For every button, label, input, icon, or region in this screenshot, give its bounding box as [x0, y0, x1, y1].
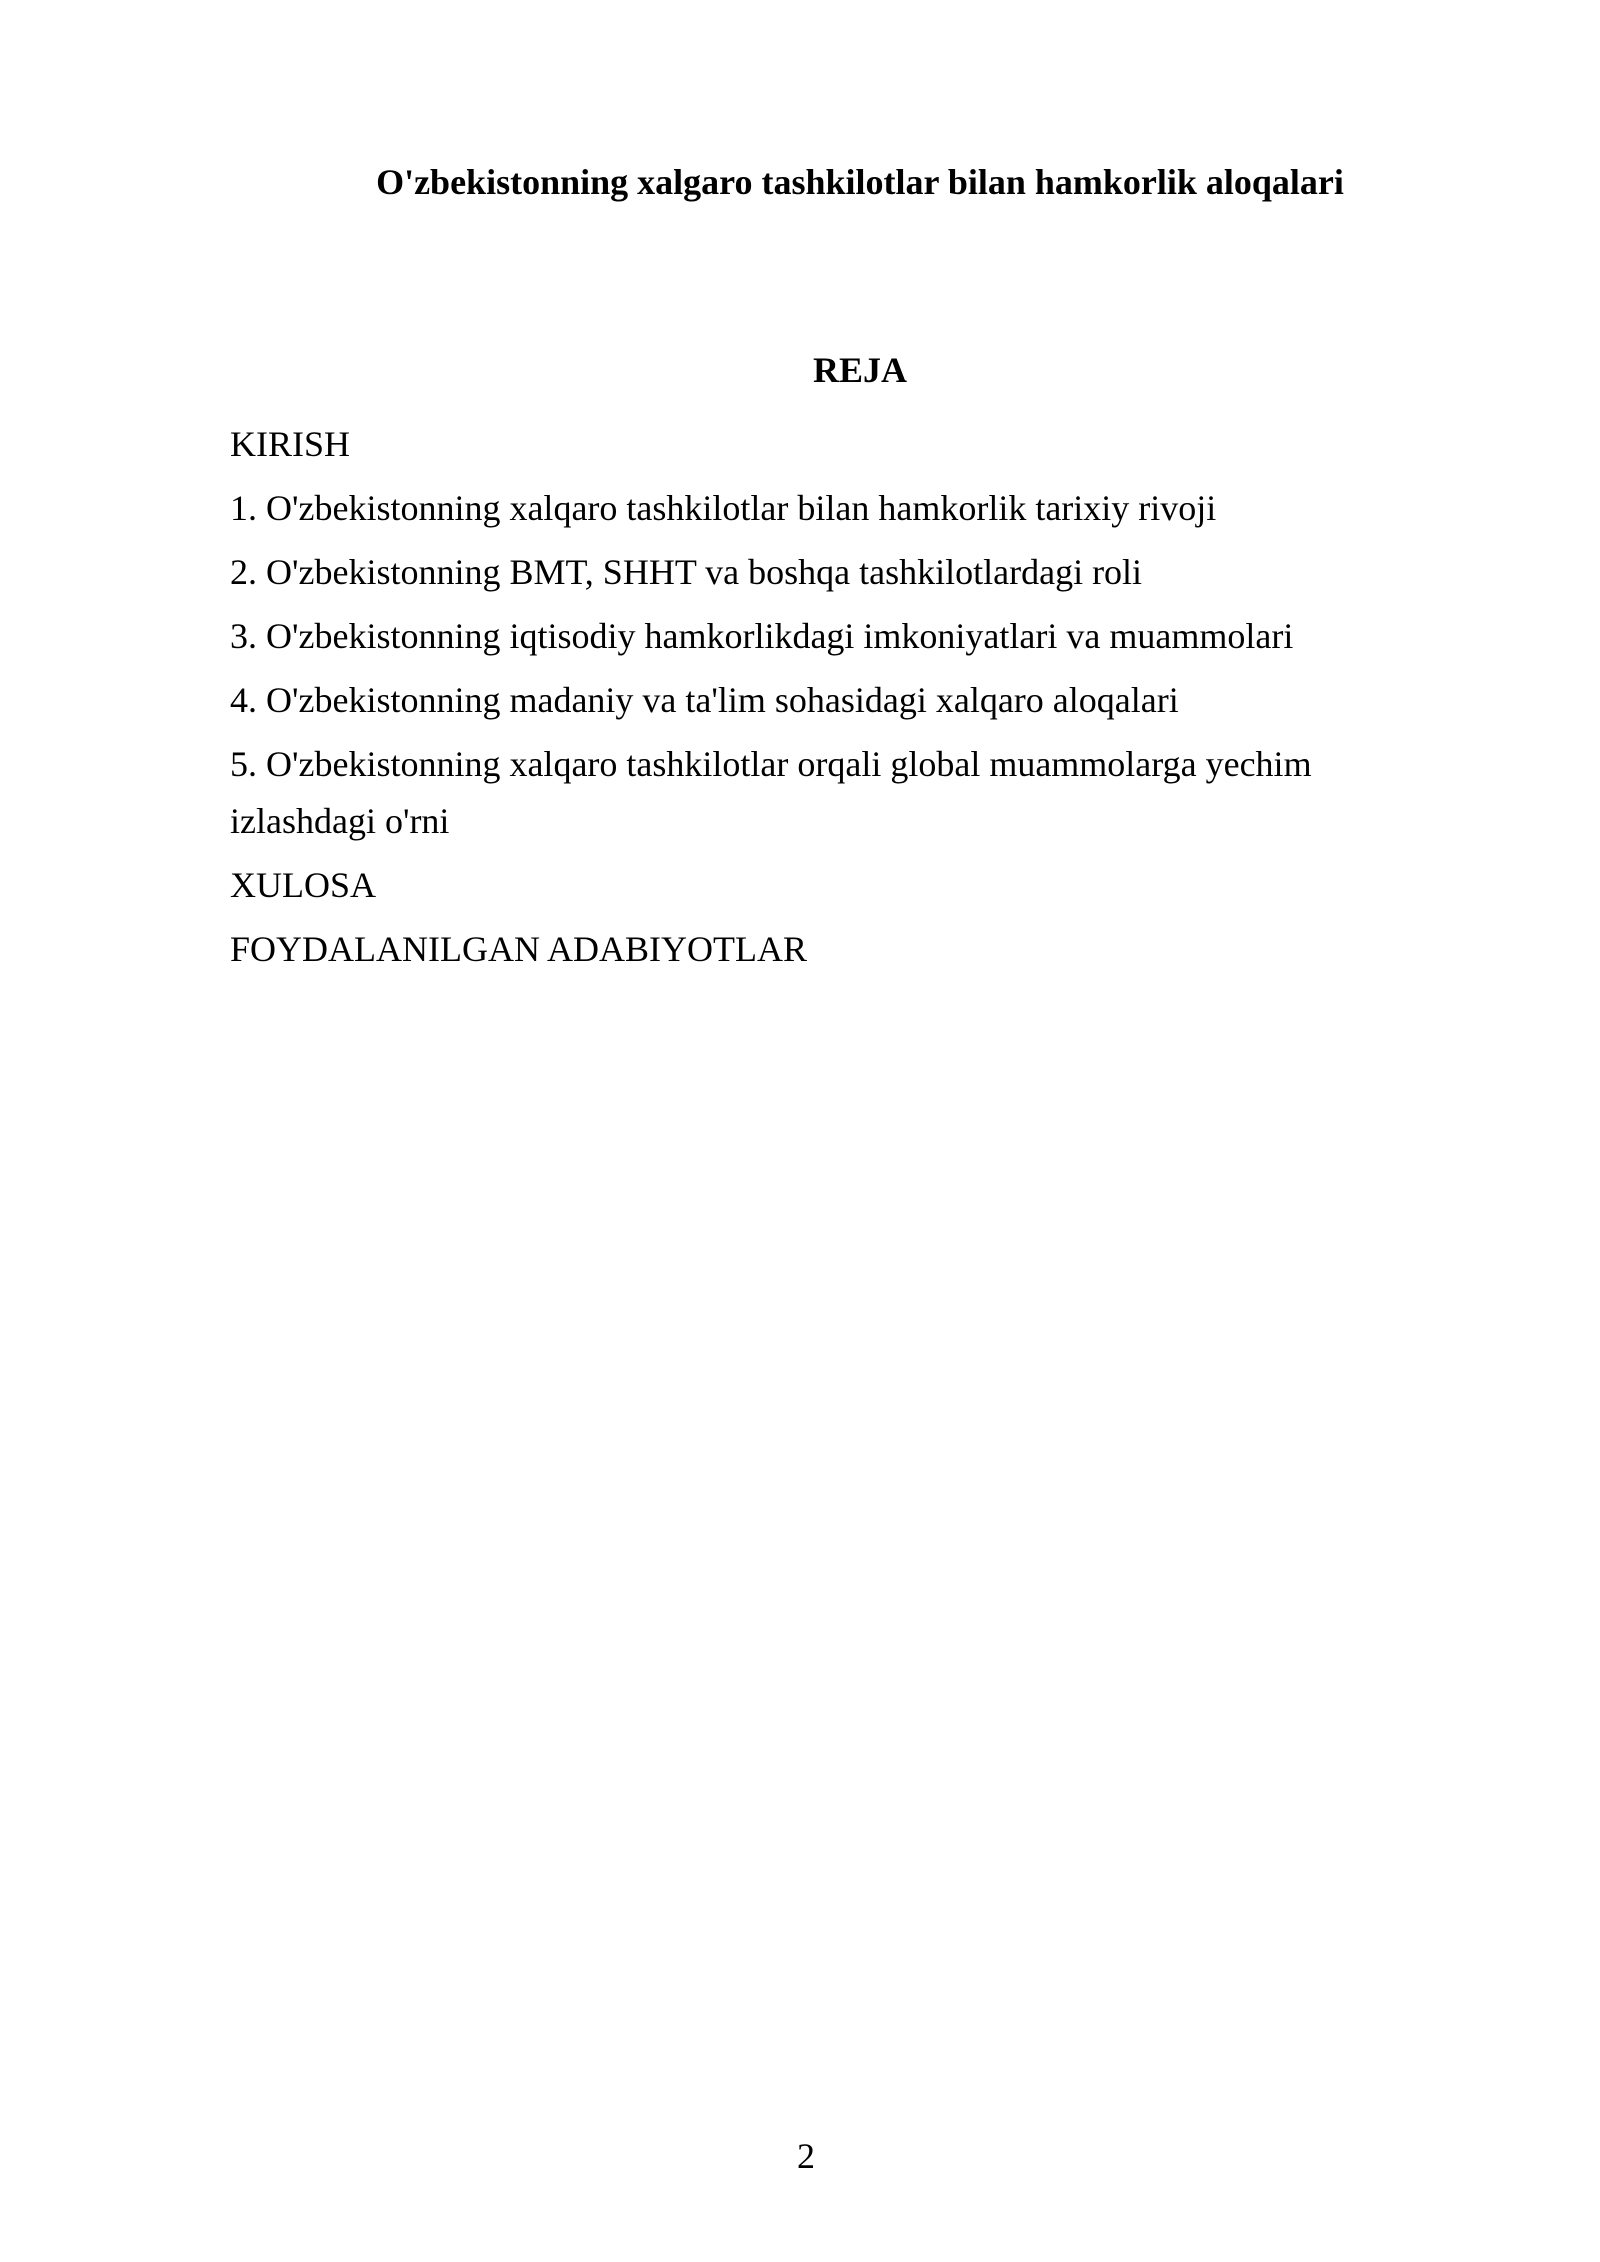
page-number: 2: [797, 2136, 815, 2176]
plan-item-conclusion: XULOSA: [230, 865, 377, 905]
plan-heading: REJA: [812, 350, 907, 390]
plan-item-1: 1. O'zbekistonning xalqaro tashkilotlar bilan hamkorlik tarixiy rivoji: [230, 488, 1217, 528]
plan-item-introduction: KIRISH: [230, 424, 351, 464]
document-title: O'zbekistonning xalgaro tashkilotlar bilan hamkorlik aloqalari: [376, 162, 1344, 202]
plan-item-3: 3. O'zbekistonning iqtisodiy hamkorlikdagi imkoniyatlari va muammolari: [230, 616, 1294, 656]
plan-item-5: 5. O'zbekistonning xalqaro tashkilotlar orqali global muammolarga yechim izlashdagi o'rni: [230, 744, 1312, 841]
plan-item-references: FOYDALANILGAN ADABIYOTLAR: [230, 929, 807, 969]
plan-list: [230, 416, 1390, 985]
plan-item-4: 4. O'zbekistonning madaniy va ta'lim sohasidagi xalqaro aloqalari: [230, 680, 1179, 720]
plan-item-2: 2. O'zbekistonning BMT, SHHT va boshqa tashkilotlardagi roli: [230, 552, 1143, 592]
